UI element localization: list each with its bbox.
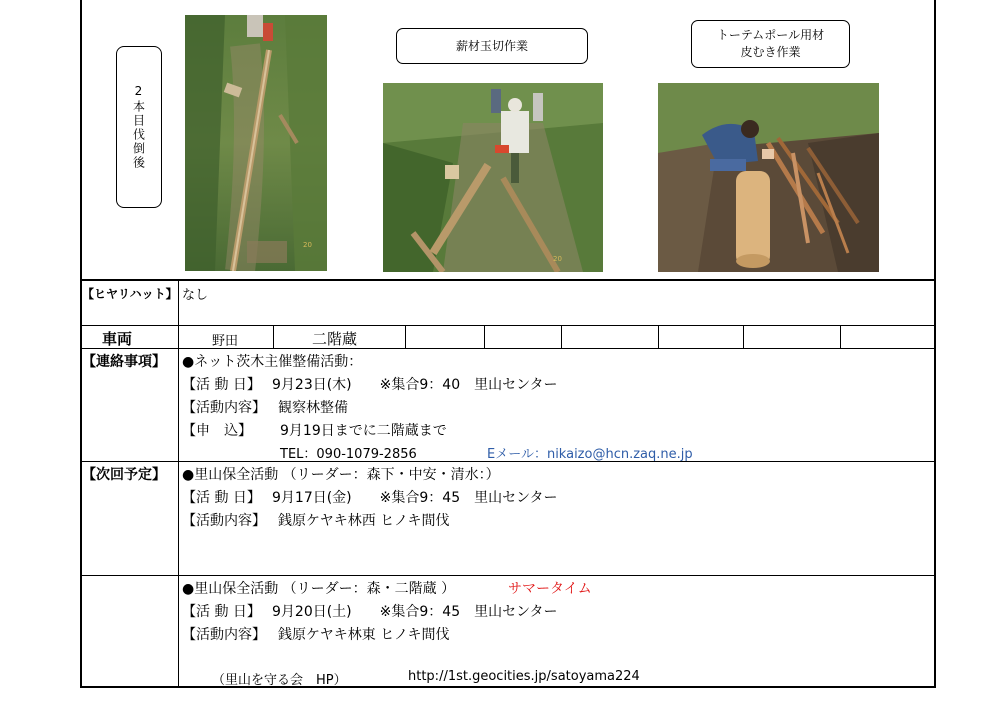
jikai-b-summer-note: サマータイム (508, 581, 592, 597)
svg-text:20: 20 (303, 241, 312, 249)
caption-totem-pole (691, 20, 850, 68)
hiyari-value: なし (182, 288, 209, 303)
svg-text:20: 20 (553, 255, 562, 263)
jikai-a-content-label: 【活動内容】 (182, 513, 266, 529)
caption-firewood-text: 薪材玉切作業 (455, 38, 528, 53)
photo-peeling-bark (658, 83, 879, 272)
renraku-date-value: 9月23日(木) ※集合9：40 里山センター (272, 377, 558, 393)
rule-vehicle-col-3 (484, 325, 485, 348)
vehicle-cell-2: 二階蔵 (312, 330, 358, 348)
rule-hiyari-bottom (80, 325, 936, 326)
jikai-b-content-value: 銭原ケヤキ林東 ヒノキ間伐 (278, 627, 450, 643)
rule-jikai-split (80, 575, 936, 576)
hp-url[interactable]: http://1st.geocities.jp/satoyama224 (408, 669, 640, 684)
jikai-label: 【次回予定】 (82, 467, 166, 483)
jikai-a-date-value: 9月17日(金) ※集合9：45 里山センター (272, 490, 558, 506)
jikai-b-title: ●里山保全活動 （リーダー：森・二階蔵 ） (182, 581, 456, 597)
vehicle-cell-1: 野田 (212, 334, 239, 349)
photo-firewood-cutting (383, 83, 603, 272)
jikai-b-date-value: 9月20日(土) ※集合9：45 里山センター (272, 604, 558, 620)
renraku-tel: TEL：090-1079-2856 (280, 447, 417, 462)
rule-vehicle-col-6 (743, 325, 744, 348)
jikai-b-date-label: 【活 動 日】 (182, 604, 261, 620)
renraku-content-label: 【活動内容】 (182, 400, 266, 416)
rule-label-column (178, 279, 179, 688)
photo-felled-tree (185, 15, 327, 271)
hp-label: （里山を守る会 HP） (212, 673, 347, 688)
jikai-a-content-value: 銭原ケヤキ林西 ヒノキ間伐 (278, 513, 450, 529)
renraku-date-label: 【活 動 日】 (182, 377, 261, 393)
rule-vehicle-col-2 (405, 325, 406, 348)
caption-totem-text: トーテムポール用材 皮むき作業 (716, 28, 825, 59)
jikai-b-content-label: 【活動内容】 (182, 627, 266, 643)
rule-vehicle-col-4 (561, 325, 562, 348)
renraku-content-value: 観察林整備 (278, 400, 348, 416)
renraku-title: ●ネット茨木主催整備活動： (182, 354, 363, 370)
jikai-a-title: ●里山保全活動 （リーダー：森下・中安・清水：） (182, 467, 500, 483)
caption-firewood-cutting (396, 28, 588, 64)
renraku-apply-label: 【申 込】 (182, 423, 252, 439)
rule-vehicle-col-5 (658, 325, 659, 348)
hiyari-label: 【ヒヤリハット】 (82, 287, 178, 301)
rule-vehicle-col-1 (273, 325, 274, 348)
vehicle-label: 車両 (102, 330, 133, 348)
photo-label-box (116, 46, 162, 208)
rule-vehicle-bottom (80, 348, 936, 349)
renraku-apply-value: 9月19日までに二階蔵まで (280, 423, 447, 439)
jikai-a-date-label: 【活 動 日】 (182, 490, 261, 506)
photo-label-vertical: 2本目伐倒後 (131, 84, 146, 170)
rule-vehicle-col-7 (840, 325, 841, 348)
renraku-label: 【連絡事項】 (82, 354, 166, 370)
rule-hiyari-top (80, 279, 936, 281)
renraku-email[interactable]: Eメール：nikaizo@hcn.zaq.ne.jp (487, 447, 693, 462)
